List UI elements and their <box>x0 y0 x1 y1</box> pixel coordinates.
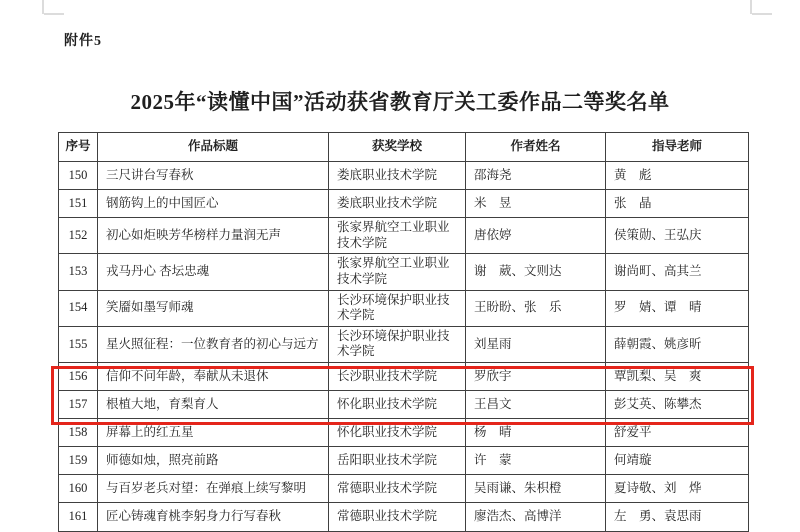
table-row <box>59 290 749 326</box>
teacher-names: 薛朝霞、姚彦昕 <box>606 326 749 362</box>
author-names: 米 昱 <box>466 190 606 218</box>
work-title: 匠心铸魂育桃李躬身力行写春秋 <box>98 503 329 532</box>
table-row <box>59 503 749 532</box>
table-row <box>59 254 749 290</box>
author-names: 谢 葳、文则达 <box>466 254 606 290</box>
teacher-names: 左 勇、袁思雨 <box>606 503 749 532</box>
work-title: 屏幕上的红五星 <box>98 419 329 447</box>
school-name: 长沙环境保护职业技术学院 <box>329 326 466 362</box>
teacher-names: 彭艾英、陈攀杰 <box>606 391 749 419</box>
work-title: 钢筋钩上的中国匠心 <box>98 190 329 218</box>
author-names: 邵海尧 <box>466 162 606 190</box>
row-number: 160 <box>59 475 98 503</box>
teacher-names: 覃凯梨、吴 爽 <box>606 363 749 391</box>
teacher-names: 舒爱平 <box>606 419 749 447</box>
work-title: 戎马丹心 杏坛忠魂 <box>98 254 329 290</box>
row-number: 161 <box>59 503 98 532</box>
row-number: 156 <box>59 363 98 391</box>
work-title: 根植大地，育梨育人 <box>98 391 329 419</box>
row-number: 155 <box>59 326 98 362</box>
column-header-school: 获奖学校 <box>329 133 466 162</box>
column-header-no: 序号 <box>59 133 98 162</box>
school-name: 怀化职业技术学院 <box>329 391 466 419</box>
row-number: 157 <box>59 391 98 419</box>
school-name: 张家界航空工业职业技术学院 <box>329 254 466 290</box>
table-row <box>59 190 749 218</box>
teacher-names: 谢尚町、高其兰 <box>606 254 749 290</box>
table-row <box>59 326 749 362</box>
attachment-label: 附件5 <box>64 34 102 49</box>
teacher-names: 何靖璇 <box>606 447 749 475</box>
work-title: 师德如烛，照亮前路 <box>98 447 329 475</box>
work-title: 星火照征程：一位教育者的初心与远方 <box>98 326 329 362</box>
author-names: 罗欣宇 <box>466 363 606 391</box>
teacher-names: 黄 彪 <box>606 162 749 190</box>
row-number: 150 <box>59 162 98 190</box>
author-names: 杨 晴 <box>466 419 606 447</box>
row-number: 159 <box>59 447 98 475</box>
school-name: 娄底职业技术学院 <box>329 190 466 218</box>
author-names: 唐依婷 <box>466 218 606 254</box>
author-names: 王盼盼、张 乐 <box>466 290 606 326</box>
work-title: 与百岁老兵对望：在弹痕上续写黎明 <box>98 475 329 503</box>
school-name: 张家界航空工业职业技术学院 <box>329 218 466 254</box>
table-row-highlighted <box>59 419 749 447</box>
table-row <box>59 363 749 391</box>
row-number: 154 <box>59 290 98 326</box>
column-header-teachers: 指导老师 <box>606 133 749 162</box>
author-names: 王昌文 <box>466 391 606 419</box>
school-name: 长沙职业技术学院 <box>329 363 466 391</box>
row-number: 151 <box>59 190 98 218</box>
teacher-names: 罗 婧、谭 晴 <box>606 290 749 326</box>
table-row <box>59 162 749 190</box>
author-names: 许 蒙 <box>466 447 606 475</box>
award-table <box>58 132 749 532</box>
school-name: 岳阳职业技术学院 <box>329 447 466 475</box>
work-title: 笑靥如墨写师魂 <box>98 290 329 326</box>
school-name: 怀化职业技术学院 <box>329 419 466 447</box>
table-row <box>59 447 749 475</box>
column-header-authors: 作者姓名 <box>466 133 606 162</box>
row-number: 152 <box>59 218 98 254</box>
page-title: 2025年“读懂中国”活动获省教育厅关工委作品二等奖名单 <box>130 90 670 114</box>
school-name: 常德职业技术学院 <box>329 503 466 532</box>
table-row <box>59 218 749 254</box>
author-names: 廖浩杰、高博洋 <box>466 503 606 532</box>
teacher-names: 夏诗敬、刘 烨 <box>606 475 749 503</box>
table-row-highlighted <box>59 391 749 419</box>
school-name: 娄底职业技术学院 <box>329 162 466 190</box>
teacher-names: 侯策勋、王弘庆 <box>606 218 749 254</box>
column-header-title: 作品标题 <box>98 133 329 162</box>
table-row <box>59 475 749 503</box>
work-title: 信仰不问年龄，奉献从未退休 <box>98 363 329 391</box>
row-number: 158 <box>59 419 98 447</box>
author-names: 刘星雨 <box>466 326 606 362</box>
work-title: 初心如炬映芳华榜样力量润无声 <box>98 218 329 254</box>
school-name: 长沙环境保护职业技术学院 <box>329 290 466 326</box>
teacher-names: 张 晶 <box>606 190 749 218</box>
author-names: 吴雨谦、朱枳橙 <box>466 475 606 503</box>
table-header-row <box>59 133 749 162</box>
work-title: 三尺讲台写春秋 <box>98 162 329 190</box>
school-name: 常德职业技术学院 <box>329 475 466 503</box>
row-number: 153 <box>59 254 98 290</box>
